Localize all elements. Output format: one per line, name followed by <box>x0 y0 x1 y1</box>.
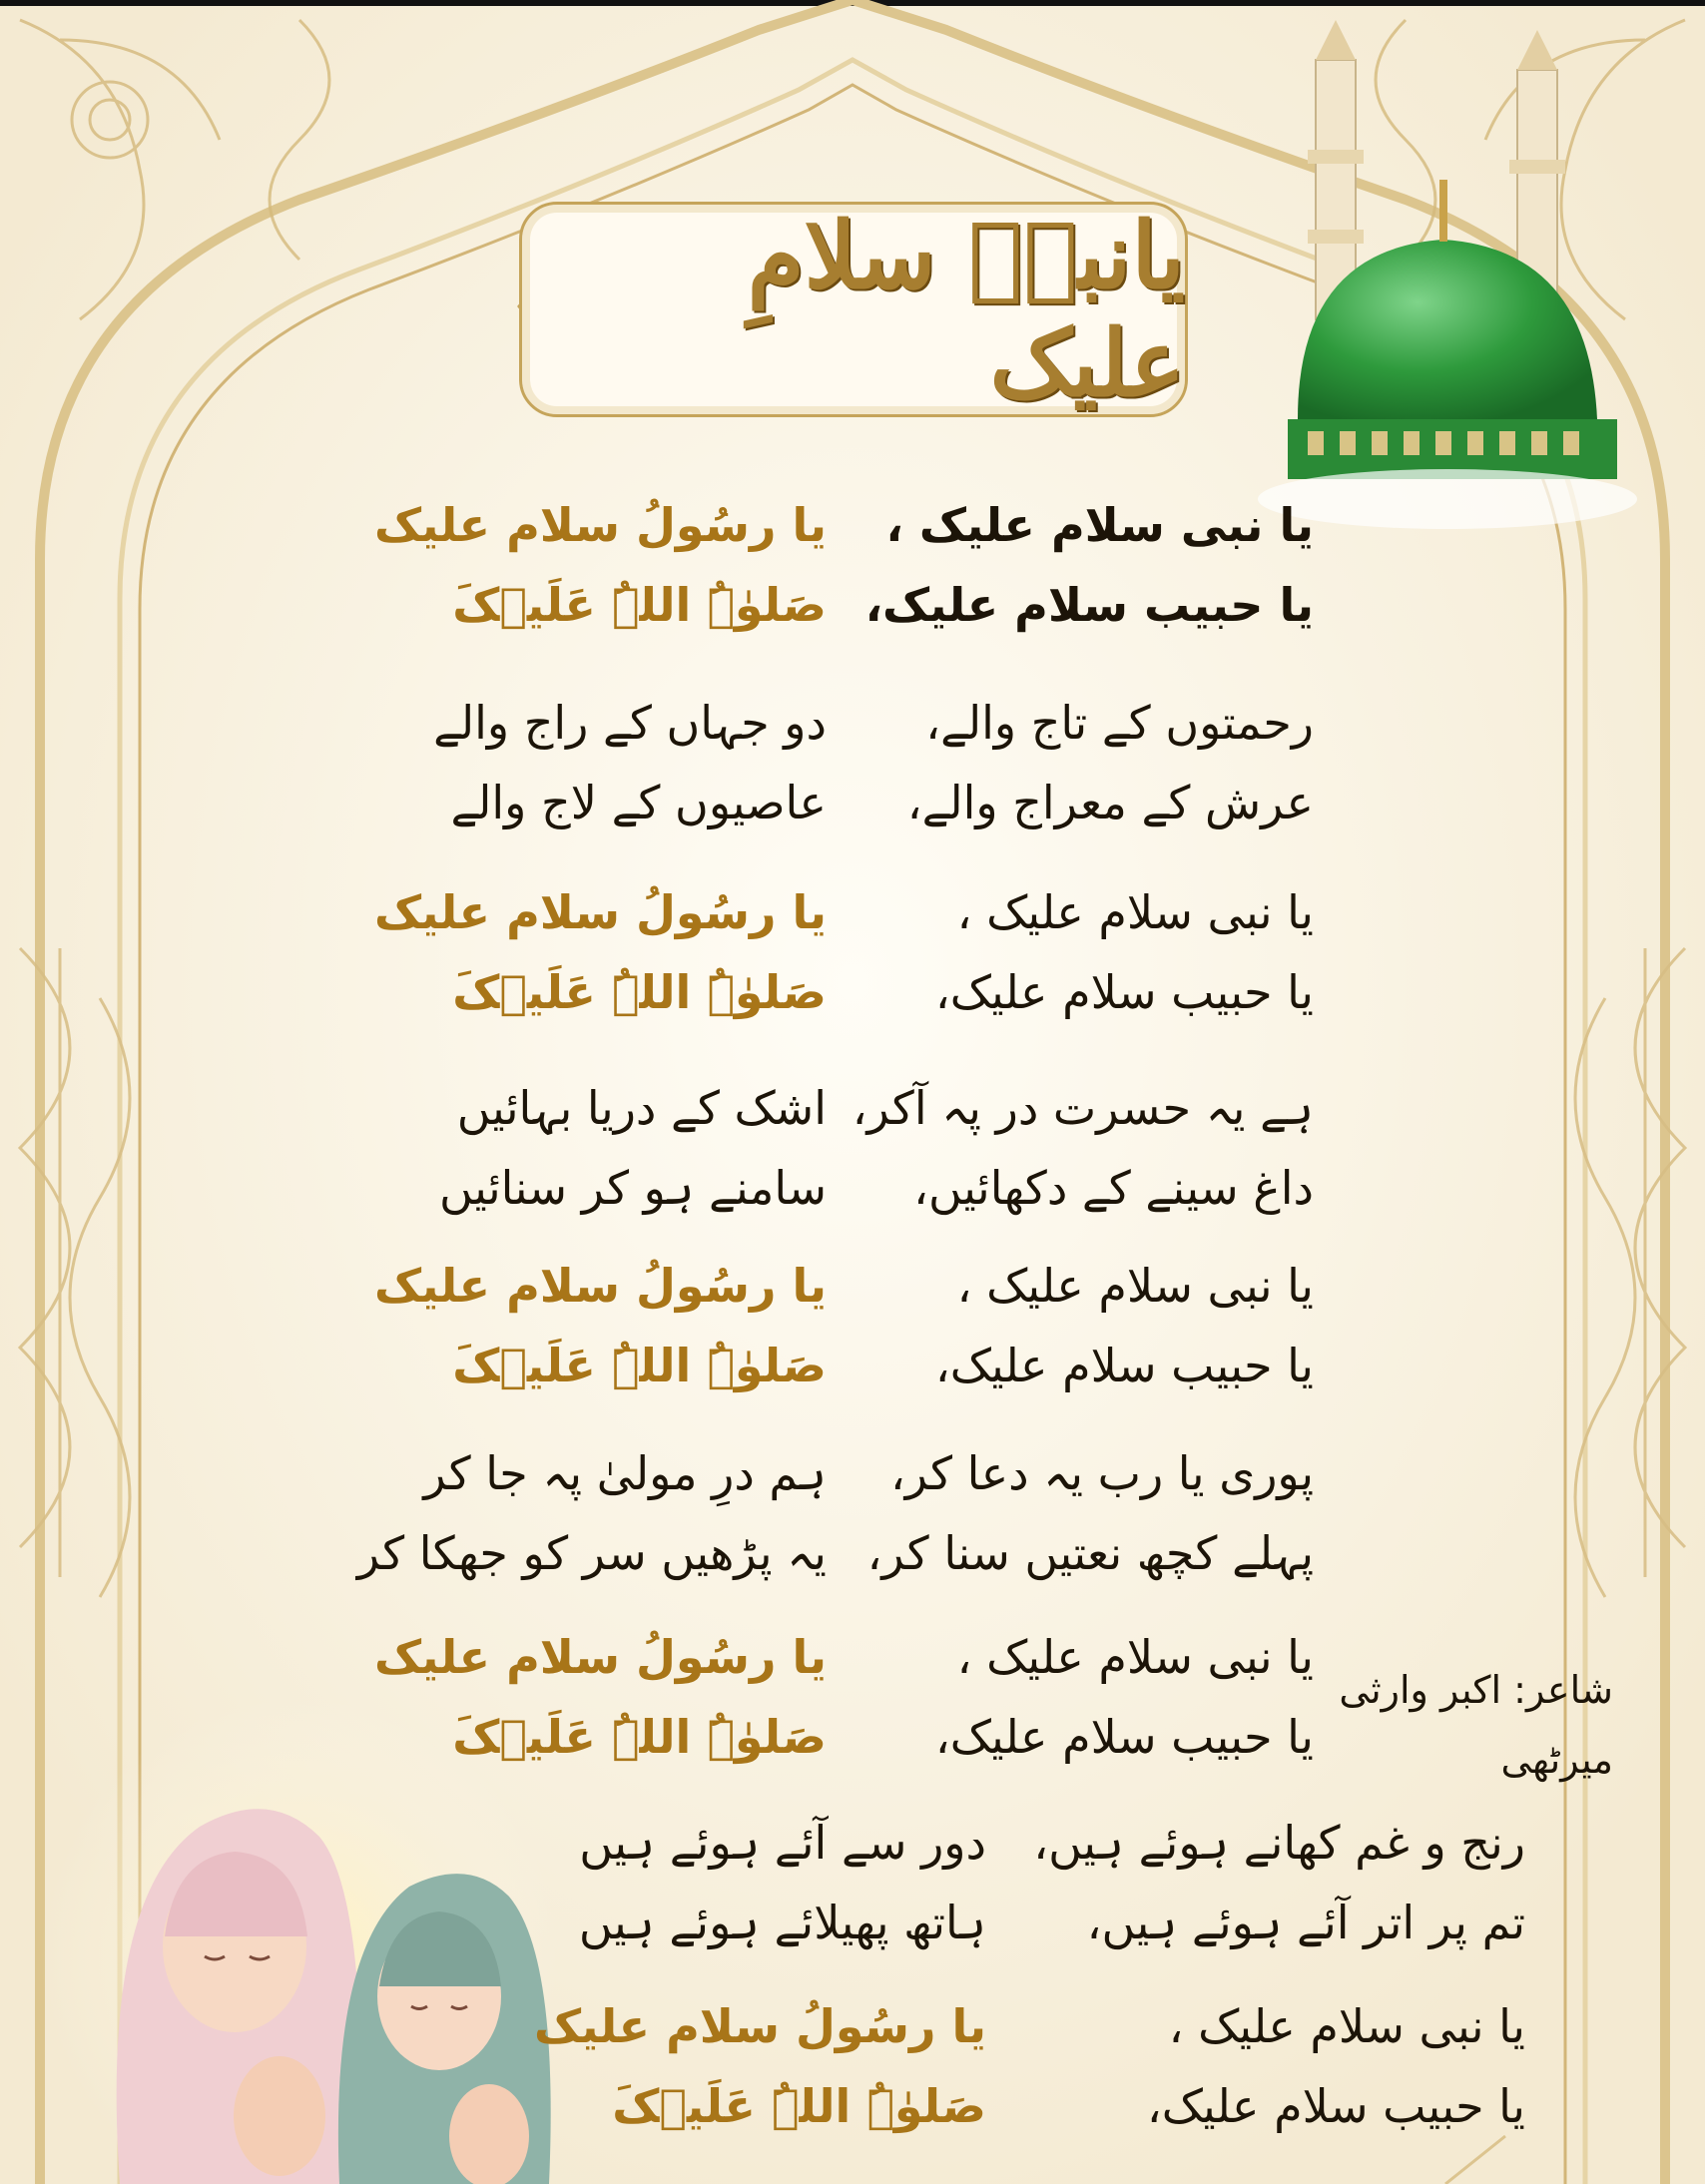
verse-line: رحمتوں کے تاج والے، <box>925 696 1314 750</box>
verse-line: یا رسُولُ سلام علیک <box>373 1630 827 1684</box>
stanza-2-right <box>854 683 1314 842</box>
verse-line: ہے یہ حسرت در پہ آکر، <box>852 1081 1314 1135</box>
stanza-3-left <box>307 872 827 1032</box>
verse-line: رنج و غم کھانے ہوئے ہیں، <box>1033 1816 1525 1870</box>
stanza-5-left <box>307 1246 827 1405</box>
stanza-5-right <box>854 1246 1314 1405</box>
verse-line: صَلوٰۃُ اللہُ عَلَیۡکَ <box>452 965 827 1019</box>
verse-line: یا حبیب سلام علیک، <box>864 578 1314 632</box>
verse-line: یا رسُولُ سلام علیک <box>373 1259 827 1313</box>
page-title: یانبیؑ سلامِ علیک <box>747 202 1185 417</box>
verse-line: دو جہاں کے راج والے <box>433 696 827 750</box>
stanza-9-right <box>1006 1986 1525 2146</box>
title-cartouche <box>519 202 1188 417</box>
stanza-4-right <box>854 1068 1314 1228</box>
verse-line: یا نبی سلام علیک ، <box>1168 1999 1525 2053</box>
stanza-8-right <box>1006 1803 1525 1962</box>
verse-line: ہاتھ پھیلائے ہوئے ہیں <box>578 1896 986 1949</box>
verse-line: یا رسُولُ سلام علیک <box>373 498 827 552</box>
verse-line: یا نبی سلام علیک ، <box>956 885 1314 939</box>
verse-line: عاصیوں کے لاج والے <box>450 776 827 829</box>
verse-line: صَلوٰۃُ اللہُ عَلَیۡکَ <box>452 1339 827 1392</box>
verse-line: پوری یا رب یہ دعا کر، <box>889 1446 1314 1500</box>
verse-line: یا نبی سلام علیک ، <box>885 498 1314 552</box>
stanza-7-left <box>307 1617 827 1777</box>
verse-line: صَلوٰۃُ اللہُ عَلَیۡکَ <box>612 2079 986 2133</box>
verse-line: صَلوٰۃُ اللہُ عَلَیۡکَ <box>452 1710 827 1764</box>
verse-line: تم پر اتر آئے ہوئے ہیں، <box>1086 1896 1525 1949</box>
stanza-7-right <box>854 1617 1314 1777</box>
verse-line: یا حبیب سلام علیک، <box>934 1710 1314 1764</box>
verse-line: یا نبی سلام علیک ، <box>956 1630 1314 1684</box>
stanza-1-left <box>307 485 827 645</box>
verse-line: عرش کے معراج والے، <box>906 776 1314 829</box>
verse-line: داغ سینے کے دکھائیں، <box>913 1161 1314 1215</box>
verse-line: یا حبیب سلام علیک، <box>934 965 1314 1019</box>
stanza-8-left <box>547 1803 986 1962</box>
verse-line: یا حبیب سلام علیک، <box>934 1339 1314 1392</box>
stanza-6-right <box>854 1433 1314 1593</box>
stanza-1-right <box>854 485 1314 645</box>
verse-line: سامنے ہو کر سنائیں <box>438 1161 827 1215</box>
verse-line: اشک کے دریا بہائیں <box>456 1081 827 1135</box>
verse-line: دور سے آئے ہوئے ہیں <box>579 1816 986 1870</box>
verse-line: یا نبی سلام علیک ، <box>956 1259 1314 1313</box>
verse-line: صَلوٰۃُ اللہُ عَلَیۡکَ <box>452 578 827 632</box>
poet-credit: شاعر: اکبر وارثی میرٹھی <box>1339 1668 1613 1782</box>
verse-line: پہلے کچھ نعتیں سنا کر، <box>866 1526 1314 1580</box>
stanza-2-left <box>307 683 827 842</box>
verse-line: یہ پڑھیں سر کو جھکا کر <box>356 1526 827 1580</box>
stanza-4-left <box>307 1068 827 1228</box>
verse-line: ہم درِ مولیٰ پہ جا کر <box>423 1446 827 1500</box>
stanza-9-left <box>533 1986 986 2146</box>
stanza-3-right <box>854 872 1314 1032</box>
verse-line: یا رسُولُ سلام علیک <box>373 885 827 939</box>
verse-line: یا رسُولُ سلام علیک <box>533 1999 986 2053</box>
verse-line: یا حبیب سلام علیک، <box>1146 2079 1525 2133</box>
stanza-6-left <box>307 1433 827 1593</box>
